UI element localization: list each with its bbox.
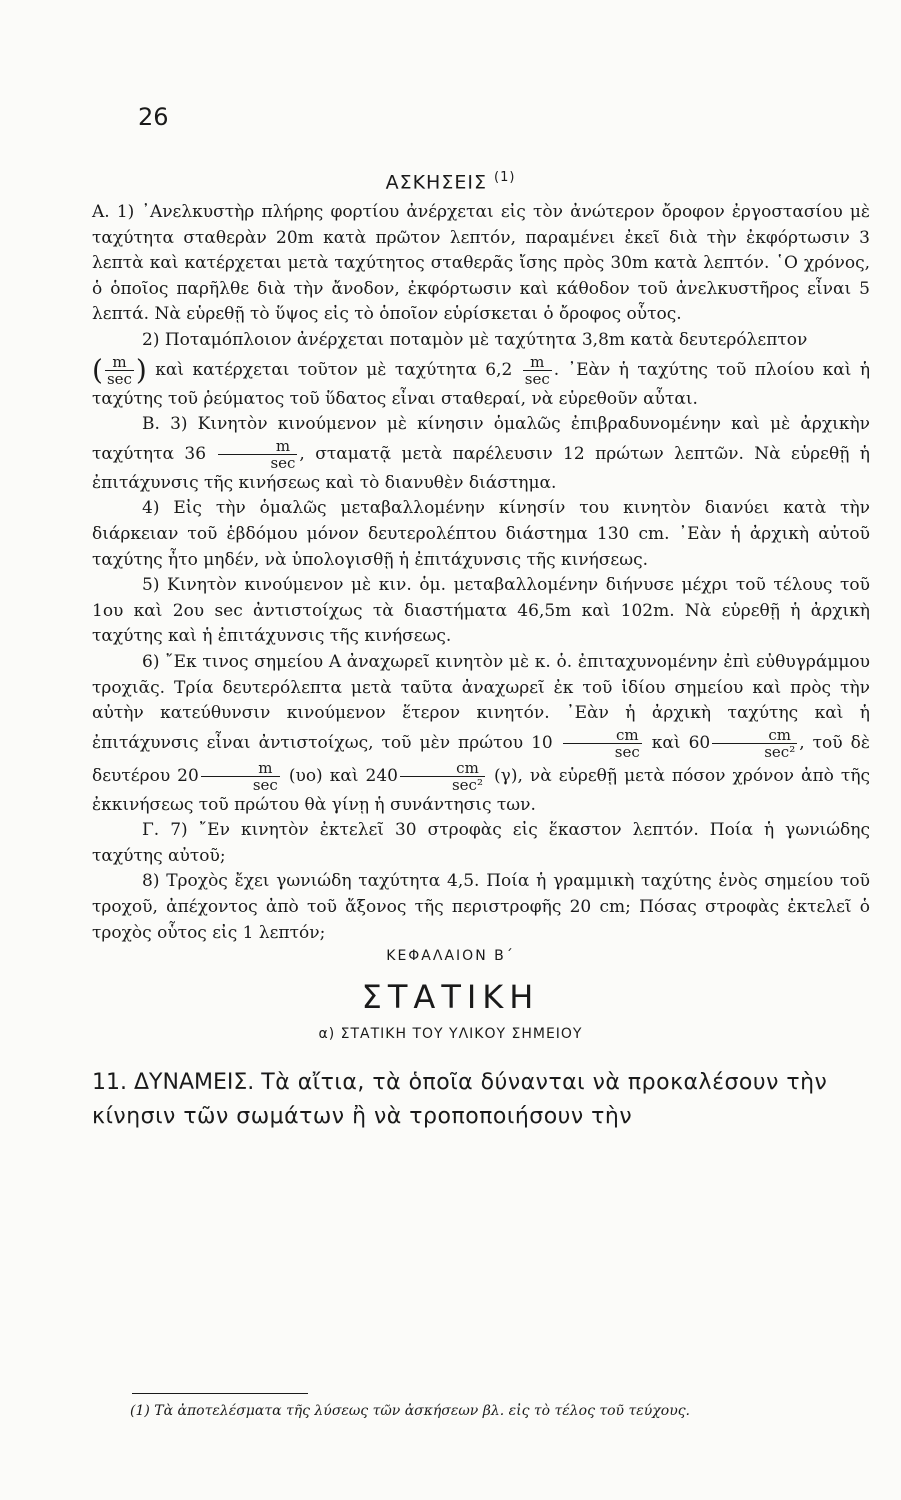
section-number: 11.	[92, 1070, 127, 1095]
exercises-title: ΑΣΚΗΣΕΙΣ	[385, 171, 487, 194]
chapter-subtitle: α) ΣΤΑΤΙΚΗ ΤΟΥ ΥΛΙΚΟΥ ΣΗΜΕΙΟΥ	[318, 1026, 583, 1042]
exercise-3: Β. 3) Κινητὸν κινούμενον μὲ κίνησιν ὁμαλῶς ἐπιβραδυνομένην καὶ μὲ ἀρχικὴν ταχύτητα 36 $\frac{m}{\sec}$ , σταματᾷ μετὰ παρέλευσιν 12 πρώτων λεπτῶν. Νὰ εὑρεθῇ ἡ ἐπιτάχυνσις τῆς κινήσεως καὶ τὸ διανυθὲν διάστημα.	[92, 414, 870, 493]
exercises-body	[92, 200, 870, 946]
section-text: Τὰ αἴτια, τὰ ὁποῖα δύνανται νὰ προκαλέσουν τὴν κίνησιν τῶν σωμάτων ἢ νὰ τροποποιήσουν τὴν	[92, 1070, 828, 1129]
fraction-cm-sec: $\frac{cm}{\sec}$	[563, 727, 642, 760]
exercise-8: 8) Τροχὸς ἔχει γωνιώδη ταχύτητα 4,5. Ποία ἡ γραμμικὴ ταχύτης ἑνὸς σημείου τοῦ τροχοῦ, ἀπέχοντος ἀπὸ τοῦ ἄξονος τῆς περιστροφῆς 20 cm; Πόσας στροφὰς ἐκτελεῖ ὁ τροχὸς οὗτος εἰς 1 λεπτόν;	[92, 871, 870, 943]
section-heading: ΔΥΝΑΜΕΙΣ.	[134, 1070, 255, 1095]
exercise-1: Α. 1) ᾽Ανελκυστὴρ πλήρης φορτίου ἀνέρχεται εἰς τὸν ἀνώτερον ὄροφον ἐργοστασίου μὲ ταχύτητα σταθερὰν 20m κατὰ πρῶτον λεπτόν, παραμένει ἐκεῖ διὰ τὴν ἐκφόρτωσιν 3 λεπτὰ καὶ κατέρχεται μετὰ ταχύτητος σταθερᾶς ἴσης πρὸς 30m κατὰ λεπτόν. ῾Ο χρόνος, ὁ ὁποῖος παρῆλθε διὰ τὴν ἄνοδον, ἐκφόρτωσιν καὶ κάθοδον τοῦ ἀνελκυστῆρος εἶναι 5 λεπτά. Νὰ εὑρεθῇ τὸ ὕψος εἰς τὸ ὁποῖον εὑρίσκεται ὁ ὄροφος οὗτος.	[92, 202, 870, 325]
page-number: 26	[138, 103, 169, 131]
exercise-2-line2: ( $\frac{m}{\sec}$ ) καὶ κατέρχεται τοῦτον μὲ ταχύτητα 6,2 $\frac{m}{\sec}$ . ᾽Εὰν ἡ ταχύτης τοῦ πλοίου καὶ ἡ ταχύτης τοῦ ῥεύματος τοῦ ὕδατος εἶναι σταθεραί, νὰ εὑρεθοῦν αὗται.	[92, 352, 871, 409]
fraction-m-sec: $\frac{m}{\sec}$	[106, 352, 132, 388]
exercise-5: 5) Κινητὸν κινούμενον μὲ κιν. ὁμ. μεταβαλλομένην διήνυσε μέχρι τοῦ τέλους τοῦ 1ου καὶ 2ου sec ἀντιστοίχως τὰ διαστήματα 46,5m καὶ 102m. Νὰ εὑρεθῇ ἡ ἀρχικὴ ταχύτης καὶ ἡ ἐπιτάχυνσις τῆς κινήσεως.	[92, 575, 870, 647]
exercise-6: 6) ῎Εκ τινος σημείου Α ἀναχωρεῖ κινητὸν μὲ κ. ὁ. ἐπιταχυνομένην ἐπὶ εὐθυγράμμου τροχιᾶς. Τρία δευτερόλεπτα μετὰ ταῦτα ἀναχωρεῖ ἐκ τοῦ ἰδίου σημείου καὶ πρὸς τὴν αὐτὴν κατεύθυνσιν κινούμενον ἕτερον κινητόν. ᾽Εὰν ἡ ἀρχικὴ ταχύτης καὶ ἡ ἐπιτάχυνσις εἶναι ἀντιστοίχως, τοῦ μὲν πρώτου 10 $\frac{cm}{\sec}$ καὶ 60 $\frac{cm}{\text{sec²}}$ , τοῦ δὲ δευτέρου 20 $\frac{m}{\sec}$ (υο) καὶ 240 $\frac{cm}{\text{sec²}}$ (γ), νὰ εὑρεθῇ μετὰ πόσον χρόνον ἀπὸ τῆς ἐκκινήσεως τοῦ πρώτου θὰ γίνῃ ἡ συνάντησις των.	[92, 651, 871, 815]
chapter-label: ΚΕΦΑΛΑΙΟΝ Β΄	[386, 948, 515, 964]
exercise-2-line1: 2) Ποταμόπλοιον ἀνέρχεται ποταμὸν μὲ ταχύτητα 3,8m κατὰ δευτερόλεπτον	[142, 329, 808, 350]
fraction-m-sec: $\frac{m}{\sec}$	[524, 352, 550, 388]
footnote: (1) Τὰ ἀποτελέσματα τῆς λύσεως τῶν ἀσκήσεων βλ. εἰς τὸ τέλος τοῦ τεύχους.	[130, 1403, 690, 1419]
fraction-cm-sec2: $\frac{cm}{\text{sec²}}$	[712, 727, 797, 760]
fraction-cm-sec2: $\frac{cm}{\text{sec²}}$	[400, 760, 485, 793]
section-11	[92, 1066, 870, 1134]
footnote-mark: (1)	[494, 170, 516, 185]
exercise-7: Γ. 7) ῎Εν κινητὸν ἐκτελεῖ 30 στροφὰς εἰς ἕκαστον λεπτόν. Ποία ἡ γωνιώδης ταχύτης αὐτοῦ;	[92, 820, 870, 866]
exercises-heading	[0, 170, 901, 193]
fraction-m-sec: $\frac{m}{\sec}$	[218, 438, 297, 471]
footnote-divider	[132, 1393, 308, 1394]
chapter-title: ΣΤΑΤΙΚΗ	[361, 978, 540, 1016]
fraction-m-sec: $\frac{m}{\sec}$	[201, 760, 280, 793]
exercise-4: 4) Εἰς τὴν ὁμαλῶς μεταβαλλομένην κίνησίν του κινητὸν διανύει κατὰ τὴν διάρκειαν τοῦ ἑβδόμου μόνον δευτερολέπτου διάστημα 130 cm. ᾽Εὰν ἡ ἀρχικὴ αὐτοῦ ταχύτης ἦτο μηδέν, νὰ ὑπολογισθῇ ἡ ἐπιτάχυνσις τῆς κινήσεως.	[92, 498, 870, 570]
